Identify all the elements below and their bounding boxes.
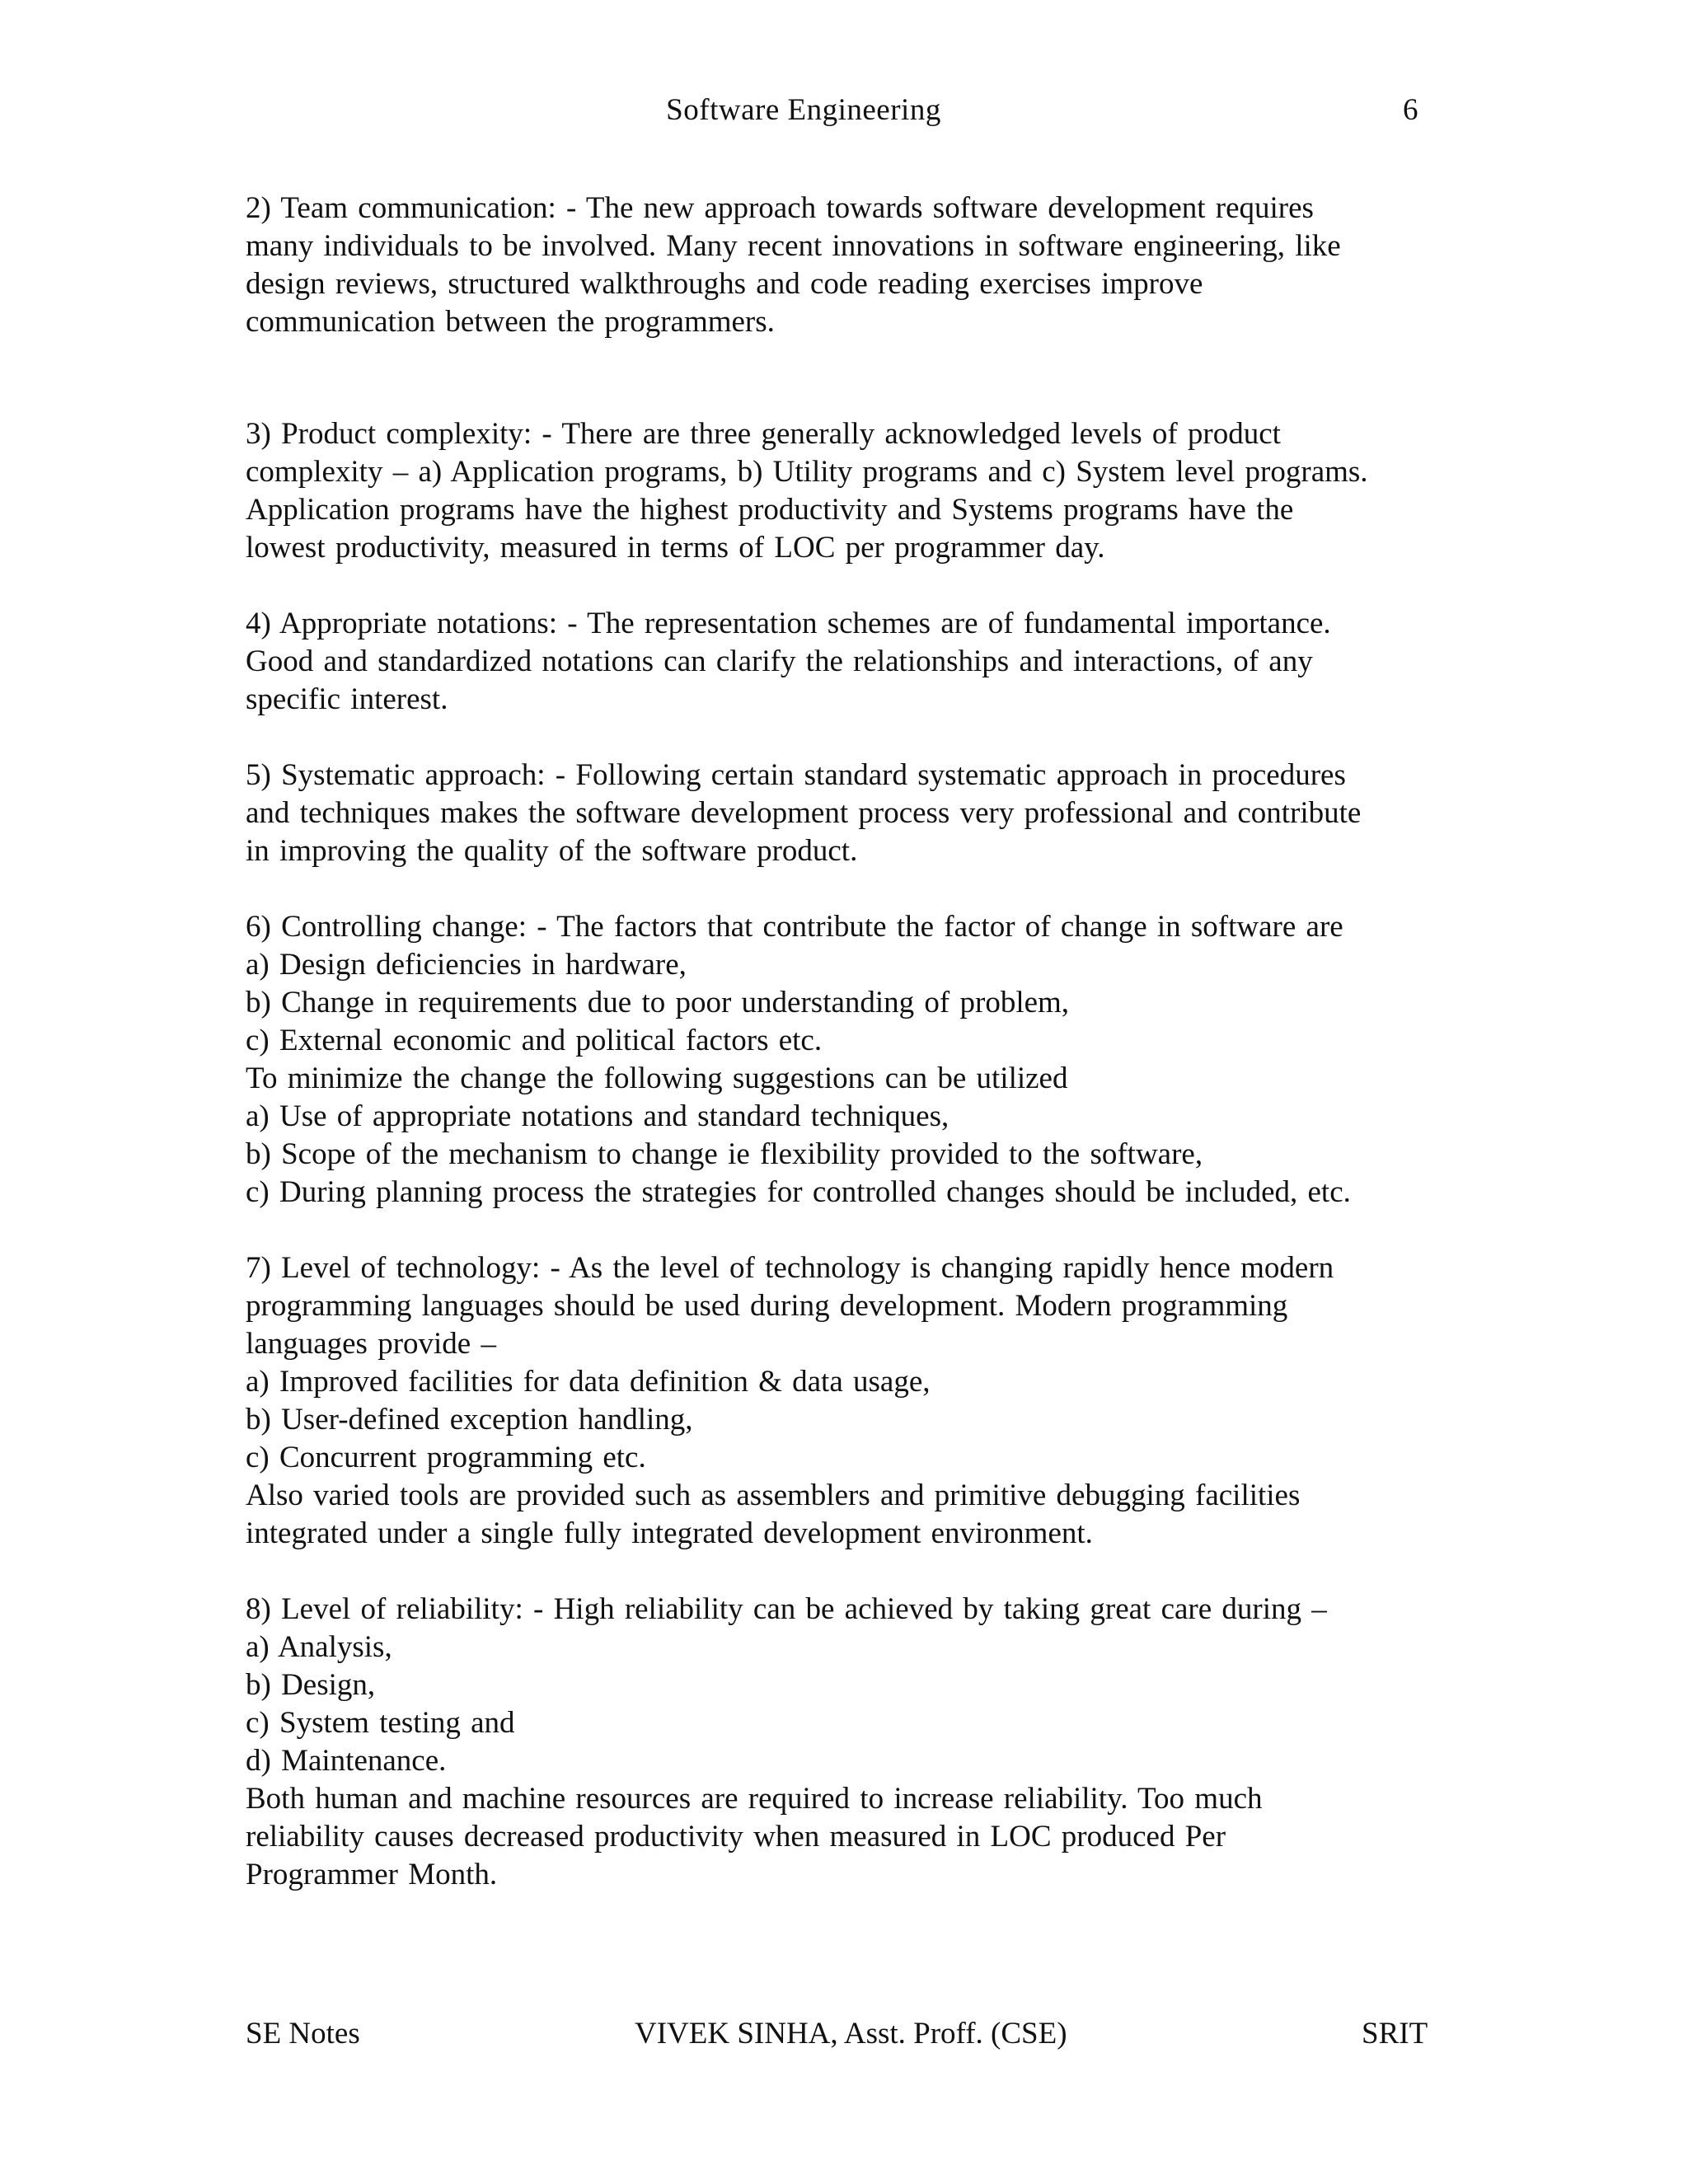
- list-item: b) Scope of the mechanism to change ie flexibility provided to the software,: [246, 1137, 1203, 1171]
- text-line: integrated under a single fully integrated development environment.: [246, 1516, 1093, 1550]
- list-item: c) During planning process the strategies for controlled changes should be included, etc.: [246, 1175, 1351, 1209]
- list-item: b) Design,: [246, 1668, 376, 1702]
- footer-author: VIVEK SINHA, Asst. Proff. (CSE): [635, 2017, 1067, 2050]
- text-line: specific interest.: [246, 682, 448, 716]
- list-item: c) System testing and: [246, 1706, 515, 1740]
- list-item: a) Analysis,: [246, 1630, 392, 1664]
- spacer: [246, 1212, 1441, 1249]
- spacer: [246, 567, 1441, 605]
- text-line: lowest productivity, measured in terms of LOC per programmer day.: [246, 531, 1105, 565]
- list-item: d) Maintenance.: [246, 1744, 447, 1778]
- text-line: 2) Team communication: - The new approach towards software development requires: [246, 191, 1314, 225]
- text-line: and techniques makes the software development process very professional and contribute: [246, 796, 1362, 830]
- text-line: many individuals to be involved. Many recent innovations in software engineering, like: [246, 229, 1341, 263]
- text-line: To minimize the change the following suggestions can be utilized: [246, 1062, 1068, 1095]
- section-product-complexity: [246, 415, 1441, 567]
- section-appropriate-notations: [246, 605, 1441, 719]
- text-line: programming languages should be used during development. Modern programming: [246, 1289, 1288, 1323]
- footer-right: SRIT: [1362, 2017, 1428, 2050]
- text-line: Application programs have the highest productivity and Systems programs have the: [246, 493, 1294, 527]
- text-line: in improving the quality of the software product.: [246, 834, 858, 868]
- text-line: 6) Controlling change: - The factors that contribute the factor of change in software are: [246, 910, 1343, 944]
- spacer: [246, 870, 1441, 908]
- spacer: [246, 341, 1441, 415]
- document-body: [246, 190, 1441, 1894]
- section-team-communication: [246, 190, 1441, 341]
- list-item: a) Use of appropriate notations and standard techniques,: [246, 1099, 950, 1133]
- list-item: b) Change in requirements due to poor understanding of problem,: [246, 986, 1070, 1019]
- text-line: Both human and machine resources are required to increase reliability. Too much: [246, 1782, 1263, 1816]
- text-line: 7) Level of technology: - As the level of technology is changing rapidly hence modern: [246, 1251, 1334, 1285]
- text-line: communication between the programmers.: [246, 305, 775, 339]
- text-line: reliability causes decreased productivity when measured in LOC produced Per: [246, 1820, 1226, 1854]
- list-item: a) Improved facilities for data definition & data usage,: [246, 1365, 931, 1399]
- spacer: [246, 1553, 1441, 1591]
- spacer: [246, 719, 1441, 757]
- text-line: Good and standardized notations can clarify the relationships and interactions, of any: [246, 644, 1313, 678]
- text-line: 8) Level of reliability: - High reliability can be achieved by taking great care during –: [246, 1592, 1327, 1626]
- list-item: c) External economic and political factors etc.: [246, 1024, 823, 1057]
- header-title: Software Engineering: [666, 93, 941, 127]
- text-line: Also varied tools are provided such as assemblers and primitive debugging facilities: [246, 1479, 1301, 1512]
- page-number: 6: [1403, 93, 1418, 127]
- text-line: 3) Product complexity: - There are three generally acknowledged levels of product: [246, 417, 1281, 451]
- text-line: Programmer Month.: [246, 1858, 498, 1891]
- list-item: b) User-defined exception handling,: [246, 1403, 693, 1436]
- section-level-of-technology: [246, 1249, 1441, 1553]
- list-item: a) Design deficiencies in hardware,: [246, 948, 687, 982]
- list-item: c) Concurrent programming etc.: [246, 1441, 646, 1474]
- text-line: complexity – a) Application programs, b) Utility programs and c) System level programs.: [246, 455, 1368, 489]
- footer-left: SE Notes: [246, 2017, 360, 2050]
- text-line: design reviews, structured walkthroughs and code reading exercises improve: [246, 267, 1203, 301]
- text-line: 4) Appropriate notations: - The representation schemes are of fundamental importance.: [246, 607, 1331, 640]
- section-systematic-approach: [246, 757, 1441, 870]
- section-controlling-change: [246, 908, 1441, 1212]
- text-line: languages provide –: [246, 1327, 496, 1361]
- section-level-of-reliability: [246, 1591, 1441, 1894]
- text-line: 5) Systematic approach: - Following certain standard systematic approach in procedures: [246, 758, 1346, 792]
